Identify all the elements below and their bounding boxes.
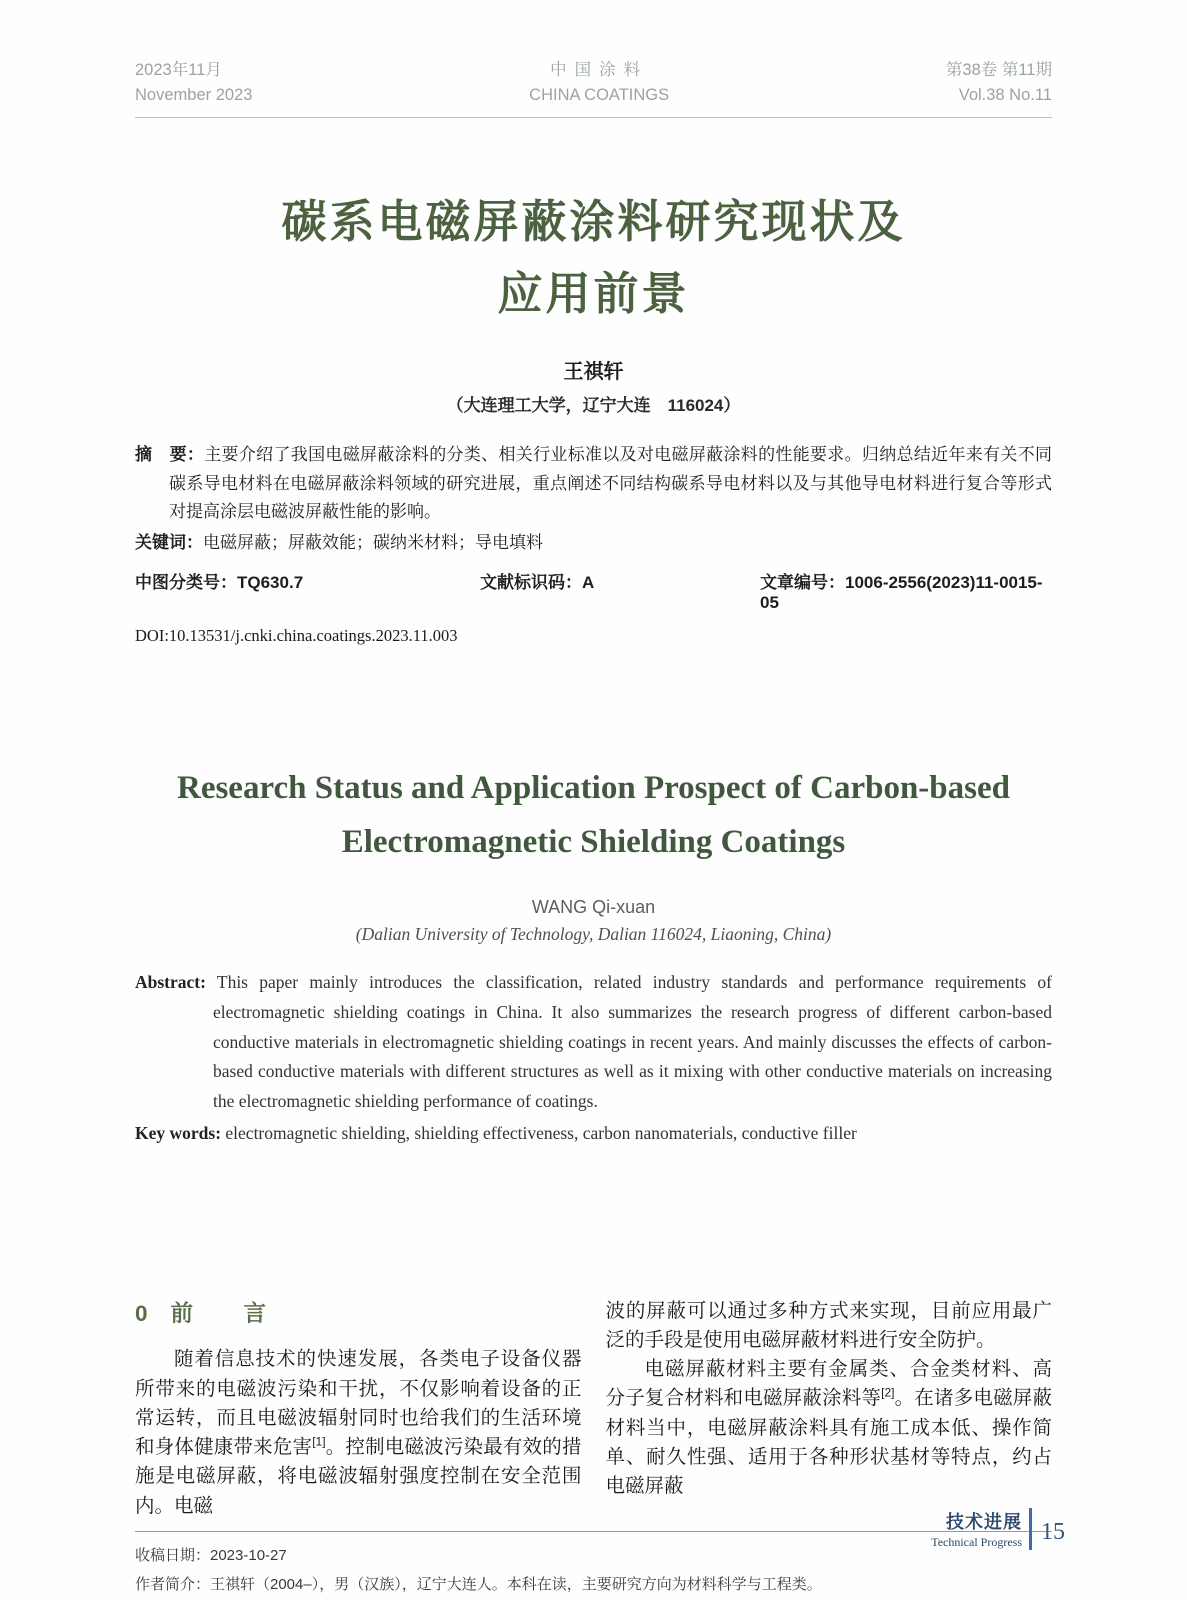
citation-superscript-2: [2] [881, 1385, 895, 1400]
keywords-en-label: Key words: [135, 1122, 222, 1143]
issue-info [946, 58, 1052, 108]
footnote [135, 1531, 1052, 1600]
issue-info-en: Vol.38 No.11 [958, 85, 1052, 104]
article-title-en [135, 762, 1052, 869]
affiliation-en: (Dalian University of Technology, Dalian 116024, Liaoning, China) [355, 924, 832, 945]
page-number: 15 [1041, 1518, 1065, 1545]
keywords-en-text: electromagnetic shielding, shielding effectiveness, carbon nanomaterials, conductive filler [221, 1122, 857, 1143]
affiliation-cn: （大连理工大学，辽宁大连 116024） [446, 396, 741, 416]
left-column [135, 1297, 582, 1521]
journal-name-en: CHINA COATINGS [529, 85, 670, 104]
keywords-cn [135, 529, 1052, 557]
article-title-cn [135, 186, 1052, 332]
journal-name [529, 58, 669, 108]
journal-header [135, 0, 1052, 108]
section-title: 前 言 [170, 1300, 281, 1326]
article-title-en-line2: Electromagnetic Shielding Coatings [341, 823, 846, 860]
abstract-cn-label: 摘 要： [135, 445, 205, 465]
keywords-cn-label: 关键词： [135, 532, 203, 552]
author-bio: 作者简介：王祺轩（2004–），男（汉族），辽宁大连人。本科在读，主要研究方向为材料科学与工程类。 [135, 1576, 822, 1594]
abstract-en [135, 968, 1052, 1117]
keywords-en [135, 1119, 1052, 1149]
abstract-en-label: Abstract: [135, 972, 206, 993]
document-code: 文献标识码：A [480, 573, 595, 593]
received-date: 收稿日期：2023-10-27 [135, 1546, 287, 1564]
paragraph-materials-text-a: 电磁屏蔽材料主要有金属类、合金类材料、高分子复合材料和电磁屏蔽涂料等 [605, 1358, 1052, 1410]
clc-number: 中图分类号：TQ630.7 [135, 573, 304, 593]
article-title-en-line1: Research Status and Application Prospect of Carbon-based [176, 770, 1010, 807]
abstract-cn [135, 441, 1052, 526]
header-date [135, 58, 252, 108]
body-columns [135, 1297, 1052, 1521]
classification-row [135, 568, 1052, 613]
author-en: WANG Qi-xuan [531, 897, 656, 918]
article-title-cn-line1: 碳系电磁屏蔽涂料研究现状及 [281, 195, 906, 247]
article-id: 文章编号：1006-2556(2023)11-0015-05 [760, 573, 1043, 613]
page-footer [931, 1508, 1065, 1550]
header-date-cn: 2023年11月 [135, 61, 222, 79]
doi-text: DOI:10.13531/j.cnki.china.coatings.2023.11.003 [135, 626, 458, 646]
section-heading [135, 1297, 582, 1331]
paragraph-continuation: 波的屏蔽可以通过多种方式来实现，目前应用最广泛的手段是使用电磁屏蔽材料进行安全防护。 [605, 1299, 1052, 1351]
paragraph-intro-text-a: 随着信息技术的快速发展，各类电子设备仪器所带来的电磁波污染和干扰，不仅影响着设备的正常运转，而且电磁波辐射同时也给我们的生活环境和身体健康带来危害 [135, 1348, 582, 1459]
section-number: 0 [135, 1300, 149, 1326]
citation-superscript-1: [1] [312, 1434, 326, 1449]
footer-column-cn: 技术进展 [946, 1512, 1022, 1532]
paragraph-materials [606, 1355, 1053, 1501]
issue-info-cn: 第38卷 第11期 [945, 61, 1052, 79]
paragraph-intro [135, 1345, 582, 1521]
article-title-cn-line2: 应用前景 [497, 268, 690, 320]
abstract-en-text: This paper mainly introduces the classification, related industry standards and performance requirements of electromagnetic shielding coatings in China. It also summarizes the research progress of different carbon-based conductive materials in electromagnetic shielding coatings in recent years. And mainly discusses the effects of carbon-based conductive materials with different structures as well as it mixing with other conductive materials on increasing the electromagnetic shielding performance of coatings. [205, 972, 1052, 1112]
header-date-en: November 2023 [135, 85, 253, 104]
author-cn: 王祺轩 [563, 361, 624, 384]
header-rule [135, 117, 1052, 118]
keywords-cn-text: 电磁屏蔽；屏蔽效能；碳纳米材料；导电填料 [203, 532, 543, 552]
abstract-cn-text: 主要介绍了我国电磁屏蔽涂料的分类、相关行业标准以及对电磁屏蔽涂料的性能要求。归纳总结近年来有关不同碳系导电材料在电磁屏蔽涂料领域的研究进展，重点阐述不同结构碳系导电材料以及与其他导电材料进行复合等形式对提高涂层电磁波屏蔽性能的影响。 [169, 445, 1053, 521]
right-column [606, 1297, 1053, 1521]
paragraph-materials-text-b: 。在诸多电磁屏蔽材料当中，电磁屏蔽涂料具有施工成本低、操作简单、耐久性强、适用于各种形状基材等特点，约占电磁屏蔽 [605, 1387, 1052, 1498]
journal-name-cn: 中国涂料 [550, 61, 649, 79]
footer-divider-bar [1029, 1508, 1032, 1550]
footer-column-en: Technical Progress [931, 1535, 1022, 1549]
paragraph-intro-text-b: 。控制电磁波污染最有效的措施是电磁屏蔽，将电磁波辐射强度控制在安全范围内。电磁 [135, 1436, 582, 1517]
footer-column-name [931, 1508, 1022, 1550]
